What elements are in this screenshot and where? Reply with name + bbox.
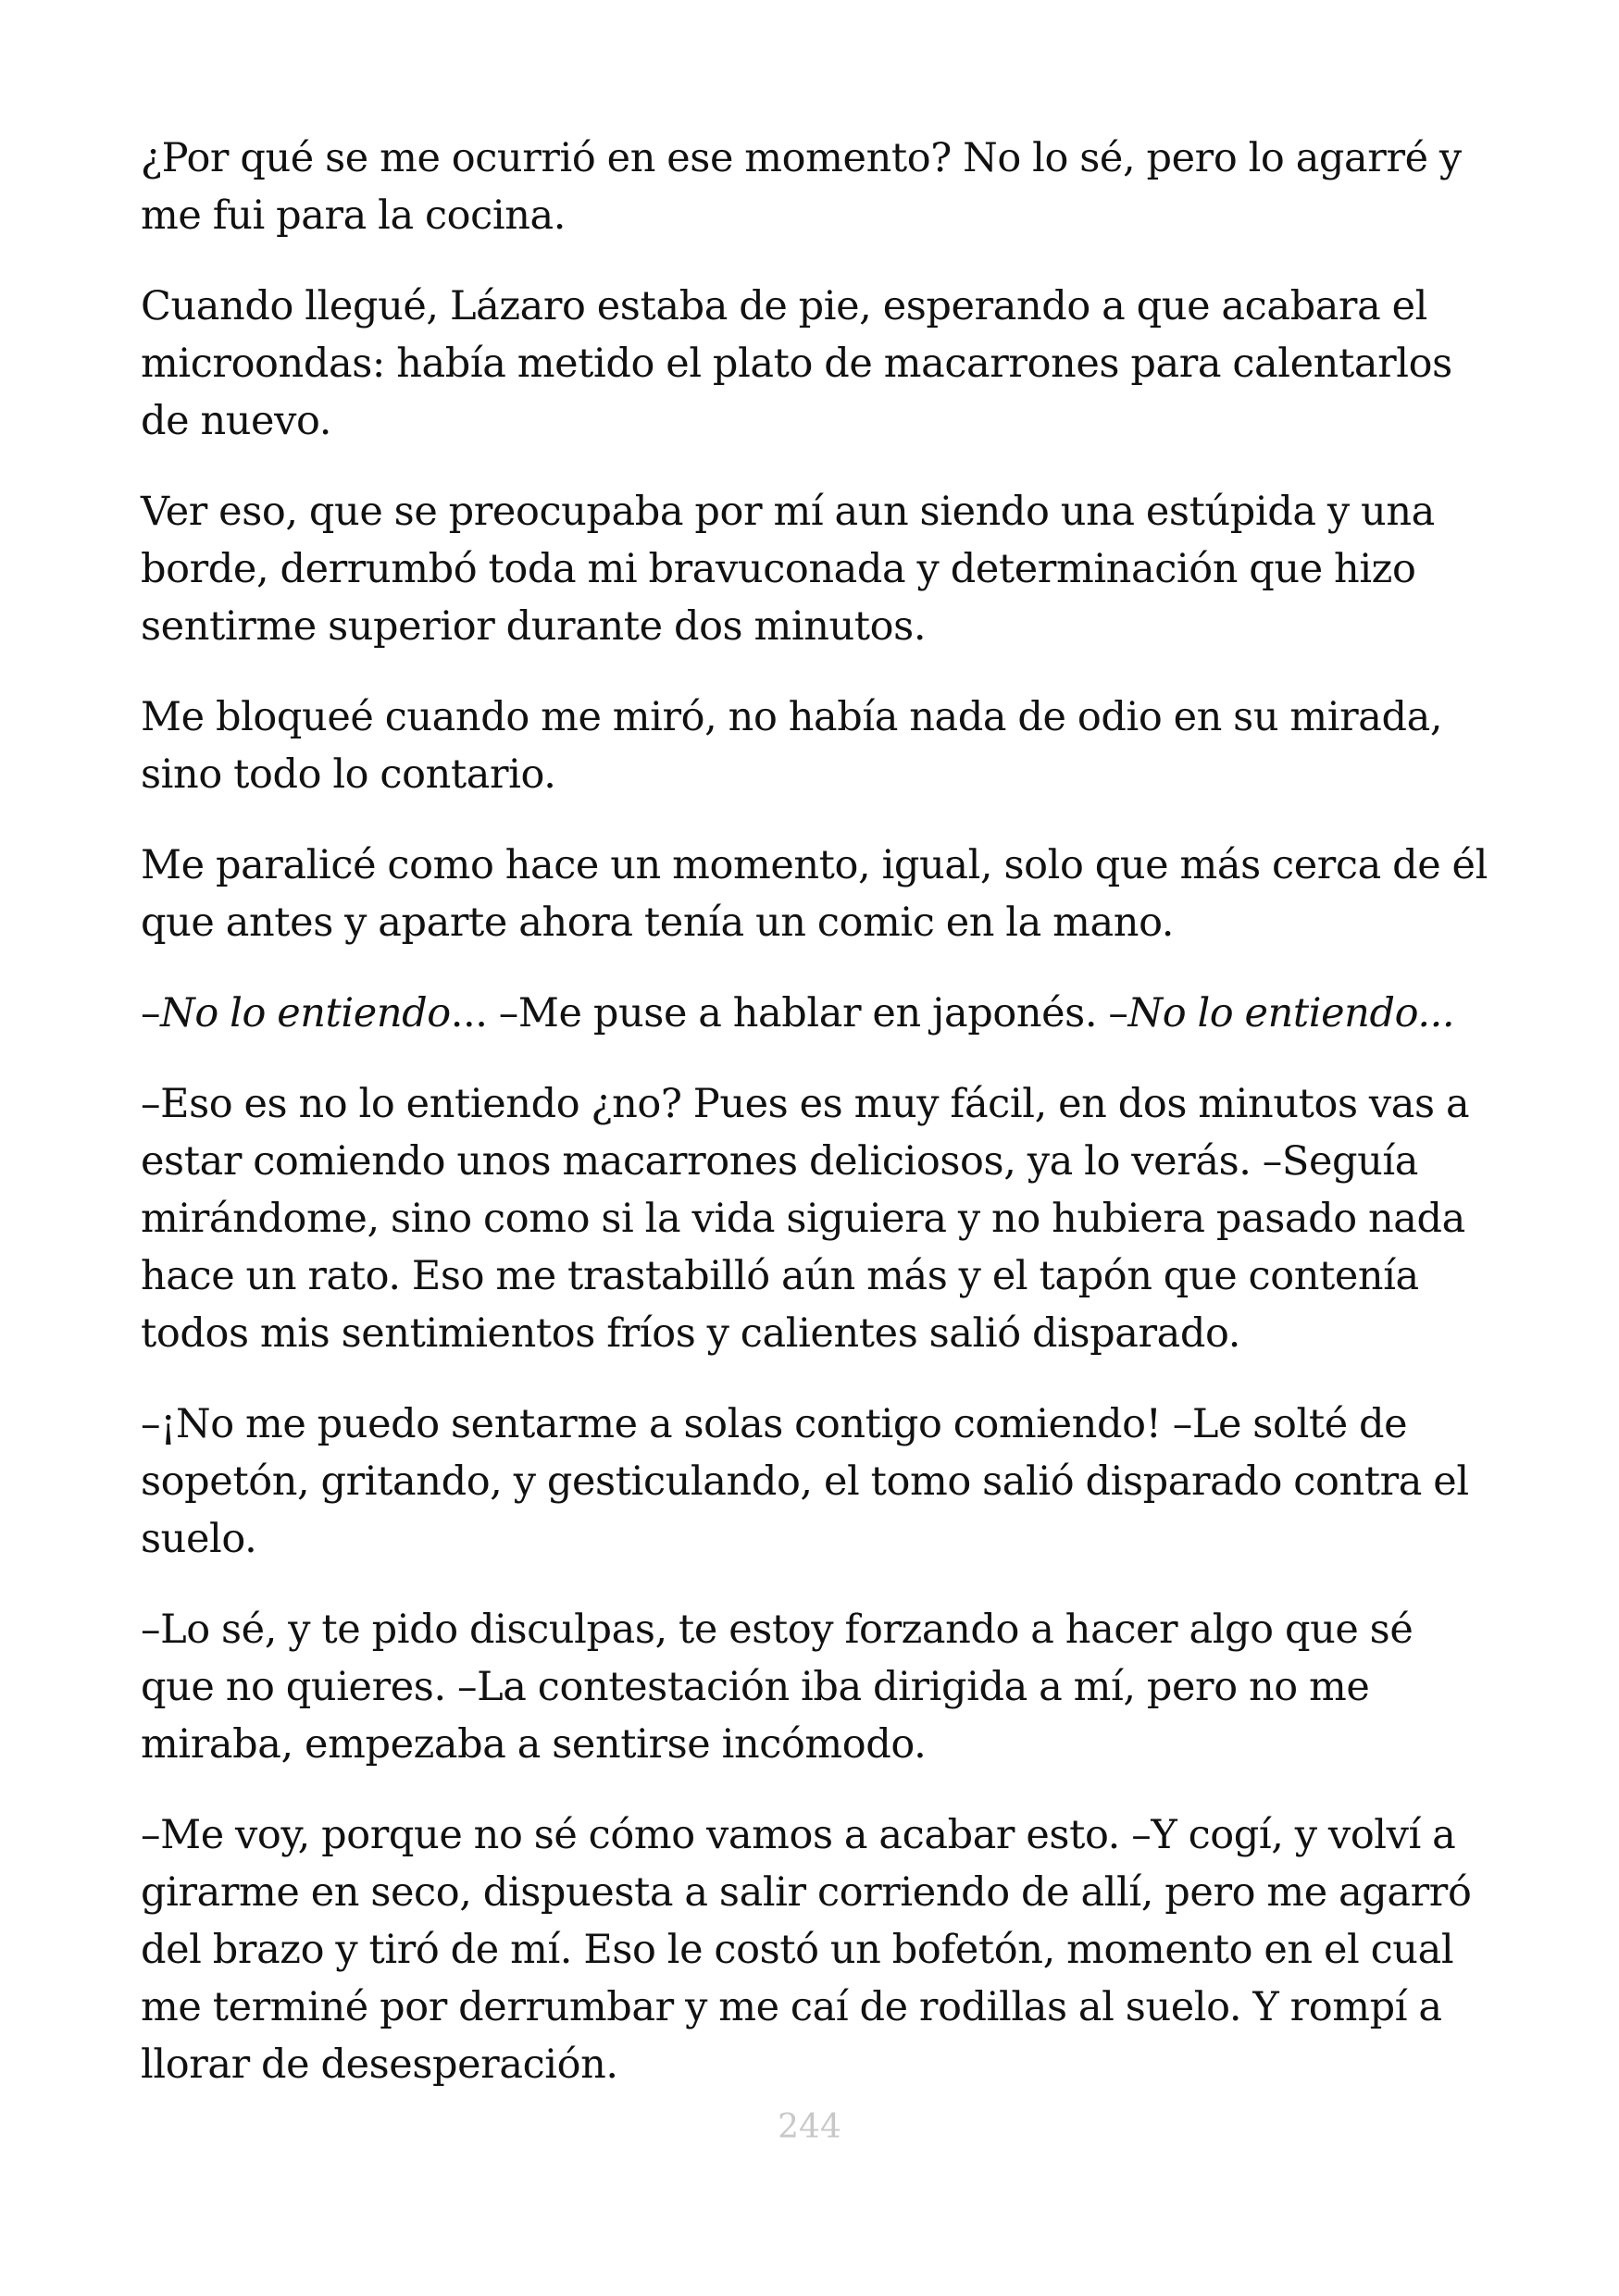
dialogue-paragraph <box>141 985 1492 1042</box>
paragraph: –Eso es no lo entiendo ¿no? Pues es muy fácil, en dos minutos vas a estar comiendo unos macarrones deliciosos, ya lo verás. –Seguía mirándome, sino como si la vida siguiera y no hubiera pasado nada hace un rato. Eso me trastabilló aún más y el tapón que contenía todos mis sentimientos fríos y calientes salió disparado. <box>141 1081 1470 1357</box>
page-number: 244 <box>778 2108 841 2146</box>
italic-phrase: No lo entiendo <box>160 990 451 1036</box>
dialogue-text: ... –Me puse a hablar en japonés. – <box>450 990 1128 1036</box>
page-body <box>141 130 1492 2127</box>
italic-phrase: No lo entiendo... <box>1127 990 1455 1036</box>
paragraph: Ver eso, que se preocupaba por mí aun siendo una estúpida y una borde, derrumbó toda mi bravuconada y determinación que hizo sentirme superior durante dos minutos. <box>141 489 1435 650</box>
paragraph: Me bloqueé cuando me miró, no había nada de odio en su mirada, sino todo lo contario. <box>141 694 1443 798</box>
paragraph: Me paralicé como hace un momento, igual, solo que más cerca de él que antes y aparte ahora tenía un comic en la mano. <box>141 842 1488 946</box>
paragraph: ¿Por qué se me ocurrió en ese momento? No lo sé, pero lo agarré y me fui para la cocina. <box>141 135 1462 239</box>
paragraph: Cuando llegué, Lázaro estaba de pie, esperando a que acabara el microondas: había metido el plato de macarrones para calentarlos de nuevo. <box>141 283 1452 444</box>
paragraph: –Lo sé, y te pido disculpas, te estoy forzando a hacer algo que sé que no quieres. –La contestación iba dirigida a mí, pero no me miraba, empezaba a sentirse incómodo. <box>141 1607 1414 1768</box>
paragraph: –Me voy, porque no sé cómo vamos a acabar esto. –Y cogí, y volví a girarme en seco, dispuesta a salir corriendo de allí, pero me agarró del brazo y tiró de mí. Eso le costó un bofetón, momento en el cual me terminé por derrumbar y me caí de rodillas al suelo. Y rompí a llorar de desesperación. <box>141 1812 1472 2088</box>
dialogue-dash: – <box>141 990 161 1036</box>
paragraph: –¡No me puedo sentarme a solas contigo comiendo! –Le solté de sopetón, gritando, y gesticulando, el tomo salió disparado contra el suelo. <box>141 1401 1469 1562</box>
